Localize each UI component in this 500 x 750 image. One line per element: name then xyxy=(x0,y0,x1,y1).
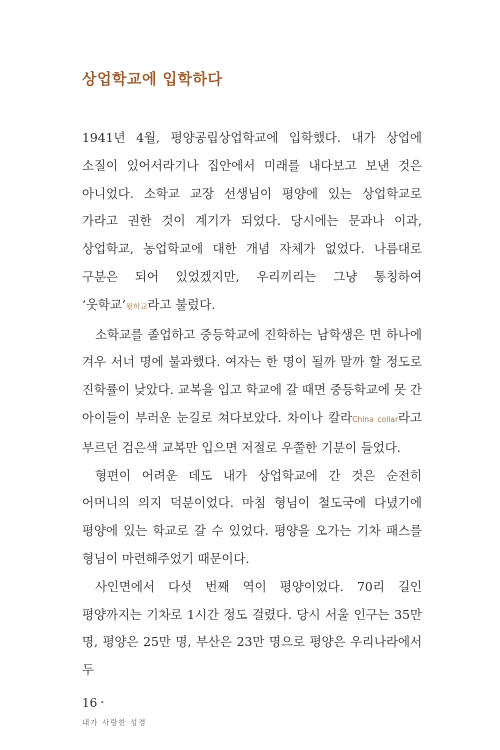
body-text xyxy=(82,124,422,684)
paragraph-3 xyxy=(82,462,422,573)
paragraph-1 xyxy=(82,124,422,321)
paragraph-text: 사인면에서 다섯 번째 역이 평양이었다. 70리 길인 평양까지는 기차로 1시간 정도 걸렸다. 당시 서울 인구는 35만 명, 평양은 25만 명, 부산은 23만 명으로 평양은 우리나라에서 두 xyxy=(82,578,422,678)
paragraph-text: 1941년 4월, 평양공립상업학교에 입학했다. 내가 상업에 소질이 있어서라기나 집안에서 미래를 내다보고 보낸 것은 아니었다. 소학교 교장 선생님이 평양에 있는 상업학교로 가라고 권한 것이 계기가 되었다. 당시에는 문과나 이과, 상업학교, 농업학교에 대한 개념 자체가 없었다. 나름대로 구분은 되어 있었겠지만, 우리끼리는 그냥 통칭하여 ‘웃학교’ xyxy=(82,130,422,312)
chapter-title: 상업학교에 입학하다 xyxy=(82,70,223,88)
gloss-annotation: China collar xyxy=(352,414,399,424)
paragraph-text-continued: 라고 부르던 검은색 교복만 입으면 저절로 우쭐한 기분이 들었다. xyxy=(82,409,422,455)
paragraph-2 xyxy=(82,321,422,462)
paragraph-4 xyxy=(82,573,422,684)
gloss-annotation: 윗학교 xyxy=(125,301,148,311)
running-title: 내가 사랑한 성경 xyxy=(82,718,147,727)
paragraph-text: 형편이 어려운 데도 내가 상업학교에 간 것은 순전히 어머니의 의지 덕분이었다. 마침 형님이 철도국에 다녔기에 평양에 있는 학교로 갈 수 있었다. 평양을 오가는 기차 패스를 형님이 마련해주었기 때문이다. xyxy=(82,467,422,566)
paragraph-text: 소학교를 졸업하고 중등학교에 진학하는 남학생은 면 하나에 겨우 서너 명에 불과했다. 여자는 한 명이 될까 말까 할 정도로 진학률이 낮았다. 교복을 입고 학교에 갈 때면 중등학교에 못 간 아이들이 부러운 눈길로 쳐다보았다. 차이나 칼라 xyxy=(82,326,422,425)
page-number: 16 xyxy=(82,696,98,710)
page-footer xyxy=(82,692,146,728)
bullet-dot-icon: • xyxy=(100,698,105,707)
paragraph-text-continued: 라고 불렀다. xyxy=(147,296,216,312)
